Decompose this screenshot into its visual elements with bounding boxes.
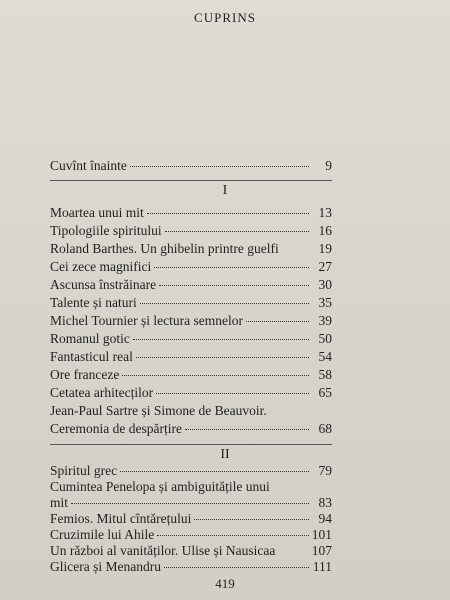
dot-leader — [120, 471, 309, 472]
toc-entry-title: Talente și naturi — [50, 295, 137, 310]
page-number: 419 — [215, 576, 235, 591]
toc-entry — [50, 258, 332, 276]
toc-entry-page: 35 — [318, 295, 332, 310]
dot-leader — [136, 357, 309, 358]
toc-entry — [50, 294, 332, 312]
toc-entry — [50, 204, 332, 222]
toc-entry-page: 50 — [318, 331, 332, 346]
dot-leader — [185, 429, 309, 430]
toc-entry-title: Cei zece magnifici — [50, 259, 152, 274]
toc-entry-page: 39 — [318, 313, 332, 328]
dot-leader — [147, 213, 309, 214]
section-heading-2: II — [220, 447, 230, 462]
toc-entry-page: 27 — [318, 259, 332, 274]
toc-entry-title: Femios. Mitul cîntărețului — [50, 511, 192, 526]
toc-entry-page: 30 — [318, 277, 332, 292]
toc-entry-title: Un război al vanităților. Ulise și Nausicaa — [50, 543, 276, 558]
toc-entry-page: 83 — [318, 495, 332, 510]
section-heading-1: I — [222, 183, 228, 198]
toc-entry-title: Cruzimile lui Ahile — [50, 527, 155, 542]
toc-entry — [50, 420, 332, 438]
toc-entry-page: 65 — [318, 385, 332, 400]
toc-entry-title: Cuvînt înainte — [50, 158, 127, 173]
dot-leader — [140, 303, 309, 304]
toc-entry-title: Roland Barthes. Un ghibelin printre guelfi — [50, 241, 279, 256]
section-divider — [50, 180, 332, 181]
page-title: CUPRINS — [194, 10, 256, 25]
toc-entry — [50, 384, 332, 402]
toc-entry-intro — [50, 157, 332, 175]
toc-entry-title: Cetatea arhitecților — [50, 385, 154, 400]
toc-entry — [50, 402, 332, 420]
dot-leader — [194, 519, 309, 520]
toc-entry-title: Moartea unui mit — [50, 205, 144, 220]
dot-leader — [154, 267, 309, 268]
toc-entry-title: Michel Tournier și lectura semnelor — [50, 313, 243, 328]
section-divider — [50, 444, 332, 445]
dot-leader — [71, 503, 309, 504]
toc-entry-page: 79 — [318, 463, 332, 478]
toc-entry-title: Romanul gotic — [50, 331, 130, 346]
dot-leader — [246, 321, 309, 322]
dot-leader — [133, 339, 309, 340]
toc-entry-title: Cumintea Penelopa și ambiguitățile unui — [50, 479, 270, 494]
dot-leader — [156, 393, 309, 394]
toc-entry-page: 101 — [311, 527, 332, 542]
toc-entry — [50, 222, 332, 240]
toc-entry — [50, 366, 332, 384]
toc-entry-title: Ore franceze — [50, 367, 120, 382]
toc-entry-page: 94 — [318, 511, 332, 526]
toc-entry-page: 19 — [318, 241, 332, 256]
dot-leader — [159, 285, 309, 286]
toc-entry-title: Ascunsa înstrăinare — [50, 277, 157, 292]
toc-entry-page: 54 — [318, 349, 332, 364]
toc-entry-page: 9 — [325, 158, 332, 173]
dot-leader — [130, 166, 309, 167]
toc-entry-page: 68 — [318, 421, 332, 436]
toc-entry-page: 16 — [318, 223, 332, 238]
toc-entry-page: 107 — [311, 543, 332, 558]
dot-leader — [164, 567, 309, 568]
toc-entry-page: 111 — [312, 559, 332, 574]
toc-entry-title: Tipologiile spiritului — [50, 223, 162, 238]
toc-entry — [50, 330, 332, 348]
dot-leader — [122, 375, 309, 376]
toc-entry-page: 13 — [318, 205, 332, 220]
toc-entry-title: Fantasticul real — [50, 349, 133, 364]
toc-entry-title: Spiritul grec — [50, 463, 118, 478]
dot-leader — [157, 535, 309, 536]
toc-entry-title: mit — [50, 495, 69, 510]
toc-entry — [50, 558, 332, 576]
toc-entry-title: Glicera și Menandru — [50, 559, 161, 574]
toc-entry — [50, 240, 332, 258]
toc-entry-page: 58 — [318, 367, 332, 382]
dot-leader — [165, 231, 309, 232]
toc-entry — [50, 276, 332, 294]
toc-entry — [50, 312, 332, 330]
toc-entry-title: Ceremonia de despărțire — [50, 421, 182, 436]
toc-entry — [50, 348, 332, 366]
toc-entry-title: Jean-Paul Sartre și Simone de Beauvoir. — [50, 403, 267, 418]
